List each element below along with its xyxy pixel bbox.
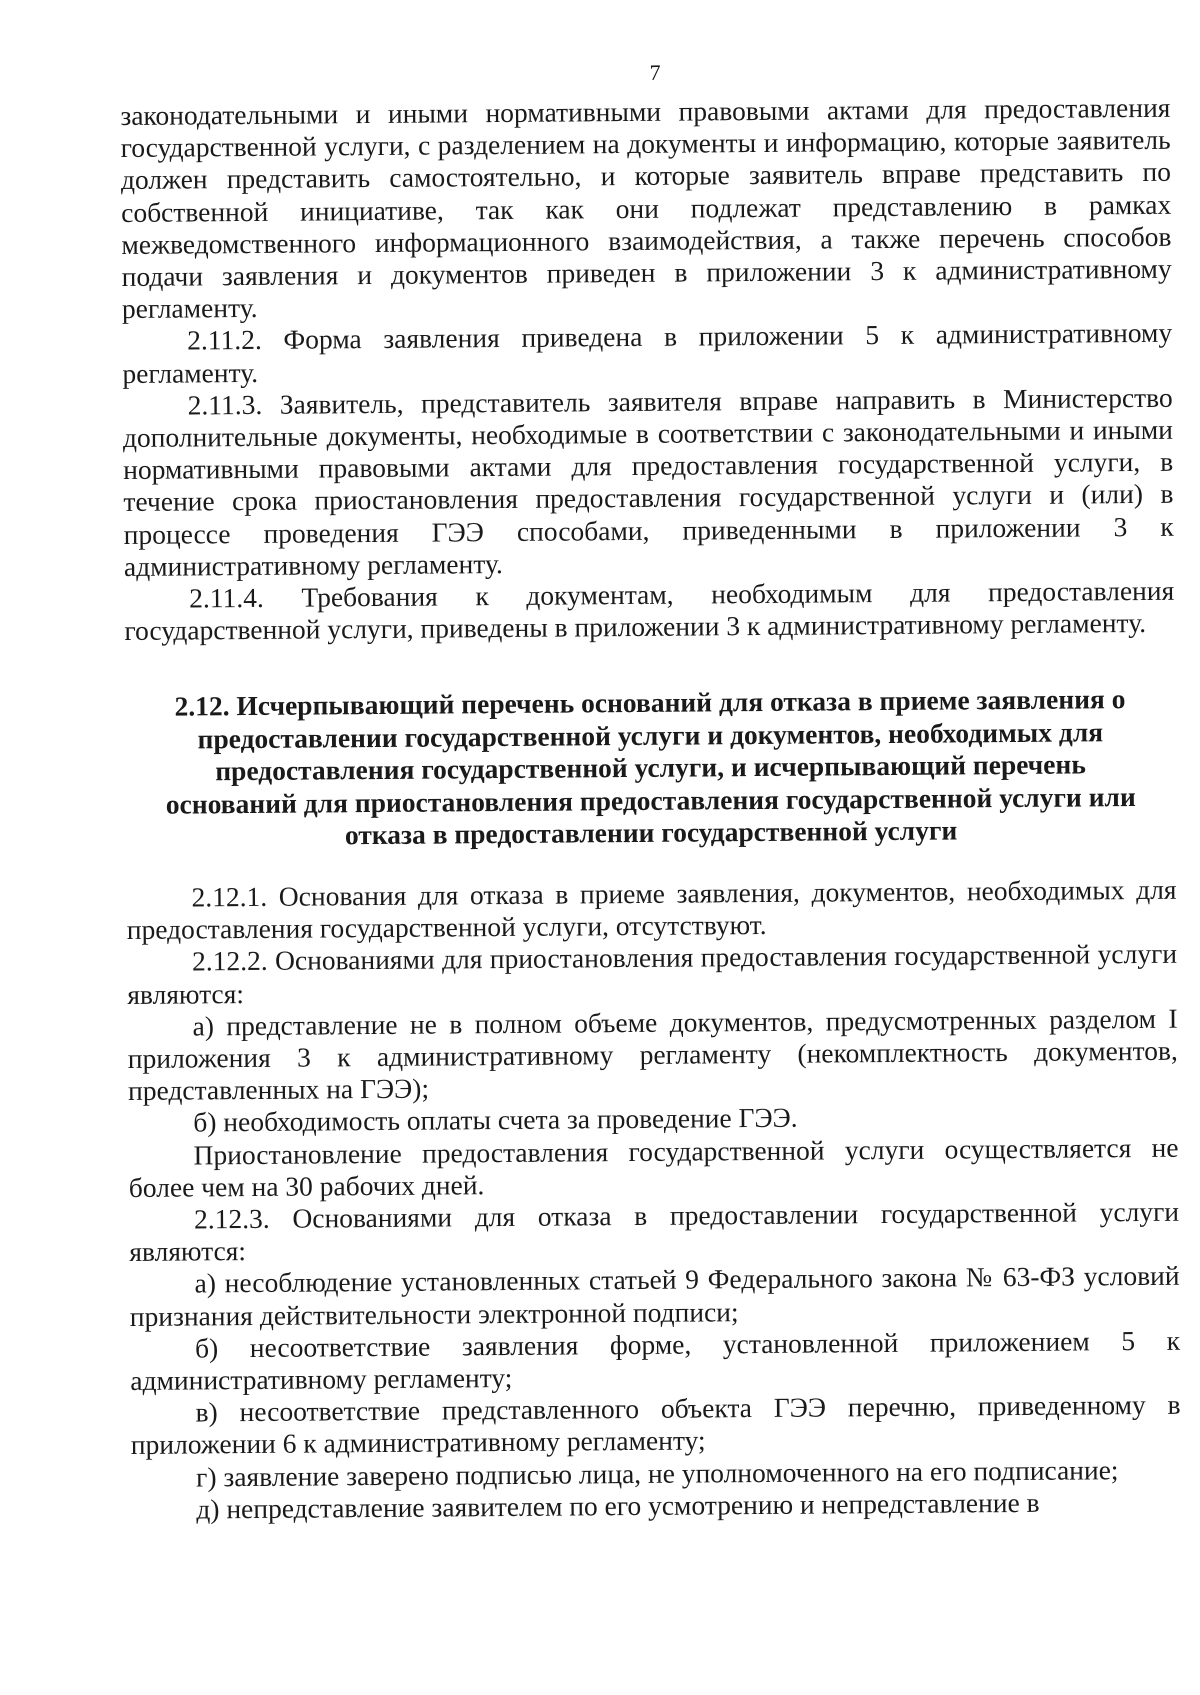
paragraph-2-11-4: 2.11.4. Требования к документам, необходимым для предоставления государственной услуги, приведены в приложении 3 к административному регламенту. — [124, 574, 1175, 647]
paragraph-2-12-3: 2.12.3. Основаниями для отказа в предоставлении государственной услуги являются: — [129, 1195, 1180, 1268]
list-item-2-12-2-a: а) представление не в полном объеме документов, предусмотренных разделом I приложения 3 к административному регламенту (некомплектность документов, представленных на ГЭЭ); — [127, 1002, 1178, 1107]
list-item-2-12-3-a: а) несоблюдение установленных статьей 9 Федерального закона № 63-ФЗ условий признания действительности электронной подписи; — [129, 1260, 1180, 1332]
paragraph-suspension-term: Приостановление предоставления государственной услуги осуществляется не более чем на 30 рабочих дней. — [128, 1131, 1179, 1203]
list-item-2-12-3-d: д) непредставление заявителем по его усмотрению и непредставление в — [196, 1486, 1040, 1525]
document-page — [120, 56, 1181, 1526]
paragraph-2-11-2: 2.11.2. Форма заявления приведена в приложении 5 к административному регламенту. — [122, 317, 1173, 389]
page-number: 7 — [649, 59, 661, 85]
paragraph-continuation: законодательными и иными нормативными правовыми актами для предоставления государственной услуги, с разделением на документы и информацию, которые заявитель должен представить самостоятельно, и которые заявитель вправе представить по собственной инициативе, так как они подлежат представлению в рамках межведомственного информационного взаимодействия, а также перечень способов подачи заявления и документов приведен в приложении 3 к административному регламенту. — [120, 91, 1172, 325]
list-item-2-12-2-b: б) необходимость оплаты счета за проведение ГЭЭ. — [193, 1102, 798, 1138]
list-item-2-12-3-v: в) несоответствие представленного объекта ГЭЭ перечню, приведенному в приложении 6 к административному регламенту; — [130, 1388, 1181, 1461]
list-item-2-12-3-b: б) несоответствие заявления форме, установленной приложением 5 к административному регламенту; — [130, 1324, 1181, 1396]
section-heading-2-12: 2.12. Исчерпывающий перечень оснований для отказа в приеме заявления о предоставлении государственной услуги и документов, необходимых для предоставления государственной услуги, и исчерпывающий перечень оснований для приостановления предоставления государственной услуги или отказа в предоставлении государственной услуги — [165, 683, 1136, 851]
paragraph-2-11-3: 2.11.3. Заявитель, представитель заявителя вправе направить в Министерство дополнительные документы, необходимые в соответствии с законодательными и иными нормативными правовыми актами для предоставления государственной услуги, в течение срока приостановления предоставления государственной услуги и (или) в процессе проведения ГЭЭ способами, приведенными в приложении 3 к административному регламенту. — [122, 381, 1174, 582]
paragraph-2-12-1: 2.12.1. Основания для отказа в приеме заявления, документов, необходимых для предоставления государственной услуги, отсутствуют. — [126, 873, 1177, 946]
paragraph-2-12-2: 2.12.2. Основаниями для приостановления предоставления государственной услуги являются: — [127, 938, 1178, 1010]
list-item-2-12-3-g: г) заявление заверено подписью лица, не уполномоченного на его подписание; — [195, 1453, 1119, 1493]
